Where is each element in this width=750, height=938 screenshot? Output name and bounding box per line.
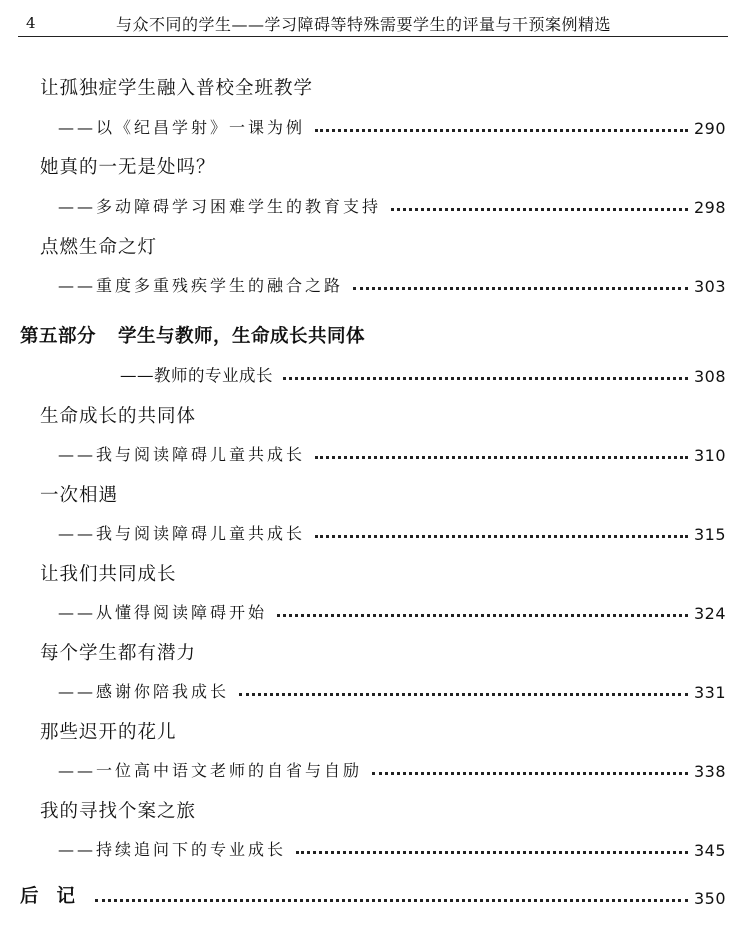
dot-leader — [283, 377, 688, 380]
toc-entry-subtitle: ——我与阅读障碍儿童共成长 — [58, 524, 306, 543]
toc-entry-subtitle-row — [58, 193, 726, 217]
afterword-label: 后记 — [20, 886, 94, 907]
dot-leader — [277, 614, 688, 617]
toc-entry-page: 303 — [693, 277, 726, 296]
afterword-page: 350 — [693, 889, 726, 908]
dot-leader — [95, 899, 688, 902]
dot-leader — [315, 129, 688, 132]
part-label: 第五部分 — [20, 326, 97, 347]
part-page: 308 — [693, 367, 726, 386]
part-title: 学生与教师，生命成长共同体 — [118, 326, 366, 347]
toc-entry-page: 310 — [693, 446, 726, 465]
toc-entry-subtitle: ——重度多重残疾学生的融合之路 — [58, 276, 344, 295]
part-heading — [20, 322, 365, 348]
toc-entry-page: 298 — [693, 198, 726, 217]
toc-entry-subtitle: ——以《纪昌学射》一课为例 — [58, 118, 306, 137]
toc-entry-title: 每个学生都有潜力 — [40, 643, 197, 664]
toc-entry-page: 331 — [693, 683, 726, 702]
toc-entry-title: 让我们共同成长 — [40, 564, 177, 585]
dot-leader — [353, 287, 688, 290]
toc-entry-subtitle-row — [58, 599, 726, 623]
afterword-row — [20, 884, 726, 908]
toc-entry-subtitle: ——从懂得阅读障碍开始 — [58, 603, 268, 622]
toc-entry-title: 生命成长的共同体 — [40, 406, 197, 427]
dot-leader — [315, 456, 688, 459]
toc-entry-subtitle: ——多动障碍学习困难学生的教育支持 — [58, 197, 382, 216]
toc-entry-subtitle-row — [58, 441, 726, 465]
toc-entry-subtitle-row — [58, 678, 726, 702]
dot-leader — [372, 772, 688, 775]
toc-entry-title: 她真的一无是处吗？ — [40, 157, 216, 178]
toc-entry-page: 315 — [693, 525, 726, 544]
toc-entry-page: 290 — [693, 119, 726, 138]
toc-entry-page: 345 — [693, 841, 726, 860]
toc-entry-subtitle-row — [58, 836, 726, 860]
dot-leader — [315, 535, 688, 538]
toc-entry-subtitle-row — [58, 757, 726, 781]
toc-entry-subtitle: ——持续追问下的专业成长 — [58, 840, 287, 859]
toc-entry-title: 点燃生命之灯 — [40, 237, 158, 258]
toc-entry-subtitle-row — [58, 272, 726, 296]
toc-entry-subtitle: ——我与阅读障碍儿童共成长 — [58, 445, 306, 464]
toc-entry-page: 324 — [693, 604, 726, 623]
toc-entry-title: 一次相遇 — [40, 485, 119, 506]
dot-leader — [391, 208, 688, 211]
toc-entry-subtitle: ——感谢你陪我成长 — [58, 682, 230, 701]
part-subtitle: ——教师的专业成长 — [120, 366, 273, 385]
running-header — [18, 10, 728, 37]
toc-entry-page: 338 — [693, 762, 726, 781]
toc-entry-title: 我的寻找个案之旅 — [40, 801, 197, 822]
toc-entry-subtitle: ——一位高中语文老师的自省与自励 — [58, 761, 363, 780]
toc-entry-subtitle-row — [58, 520, 726, 544]
toc-entry-subtitle-row — [58, 114, 726, 138]
toc-entry-title: 那些迟开的花儿 — [40, 722, 177, 743]
dot-leader — [239, 693, 688, 696]
page-number: 4 — [26, 14, 36, 32]
dot-leader — [296, 851, 688, 854]
header-title: 与众不同的学生——学习障碍等特殊需要学生的评量与干预案例精选 — [116, 15, 612, 34]
part-subtitle-row — [120, 362, 726, 386]
toc-entry-title: 让孤独症学生融入普校全班教学 — [40, 78, 314, 99]
